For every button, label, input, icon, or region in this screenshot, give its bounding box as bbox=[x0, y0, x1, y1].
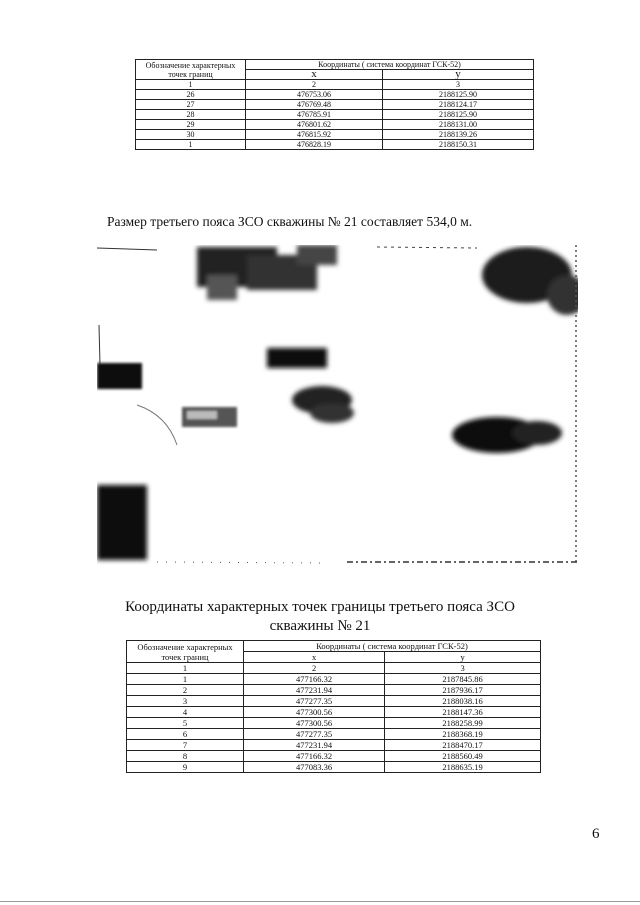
y-coord-cell: 2187936.17 bbox=[385, 685, 541, 696]
x-coord-cell: 476753.06 bbox=[246, 90, 383, 100]
y-coord-cell: 2188038.16 bbox=[385, 696, 541, 707]
tree-cluster-bottom-left bbox=[97, 485, 147, 560]
point-cell: 6 bbox=[127, 729, 244, 740]
designation-header: Обозначение характерных точек границ bbox=[136, 60, 246, 80]
building-left bbox=[97, 363, 142, 389]
y-coord-cell: 2188131.00 bbox=[382, 120, 533, 130]
axis-y-header: y bbox=[385, 652, 541, 663]
table-row bbox=[127, 696, 541, 707]
y-coord-cell: 2188635.19 bbox=[385, 762, 541, 773]
x-coord-cell: 477166.32 bbox=[244, 674, 385, 685]
coords-header: Координаты ( система координат ГСК-52) bbox=[244, 641, 541, 652]
table-row bbox=[127, 762, 541, 773]
table-row bbox=[136, 120, 534, 130]
point-cell: 4 bbox=[127, 707, 244, 718]
point-cell: 2 bbox=[127, 685, 244, 696]
axis-x-header: x bbox=[246, 70, 383, 80]
table-row bbox=[127, 751, 541, 762]
point-cell: 1 bbox=[127, 674, 244, 685]
axis-x-header: x bbox=[244, 652, 385, 663]
column-number-cell: 3 bbox=[385, 663, 541, 674]
point-cell: 5 bbox=[127, 718, 244, 729]
x-coord-cell: 476828.19 bbox=[246, 140, 383, 150]
column-number-cell: 2 bbox=[246, 80, 383, 90]
table-row bbox=[127, 729, 541, 740]
column-number-cell: 2 bbox=[244, 663, 385, 674]
x-coord-cell: 477231.94 bbox=[244, 685, 385, 696]
point-cell: 28 bbox=[136, 110, 246, 120]
table-row bbox=[136, 100, 534, 110]
satellite-map-image bbox=[97, 245, 578, 565]
column-number-row bbox=[136, 80, 534, 90]
bottom-table-heading: Координаты характерных точек границы третьего пояса ЗСО скважины № 21 bbox=[125, 599, 515, 634]
y-coord-cell: 2188258.99 bbox=[385, 718, 541, 729]
table-row bbox=[136, 130, 534, 140]
coordinates-table-bottom bbox=[126, 640, 541, 773]
coordinates-table-top-body bbox=[136, 80, 534, 150]
y-coord-cell: 2188147.36 bbox=[385, 707, 541, 718]
page-number: 6 bbox=[592, 826, 600, 842]
point-cell: 27 bbox=[136, 100, 246, 110]
zone-size-caption: Размер третьего пояса ЗСО скважины № 21 составляет 534,0 м. bbox=[107, 214, 473, 229]
point-cell: 9 bbox=[127, 762, 244, 773]
point-cell: 30 bbox=[136, 130, 246, 140]
point-cell: 1 bbox=[136, 140, 246, 150]
bottom-rule bbox=[0, 901, 640, 902]
x-coord-cell: 477277.35 bbox=[244, 729, 385, 740]
y-coord-cell: 2188560.49 bbox=[385, 751, 541, 762]
x-coord-cell: 477300.56 bbox=[244, 718, 385, 729]
table-row bbox=[127, 707, 541, 718]
y-coord-cell: 2188125.90 bbox=[382, 90, 533, 100]
x-coord-cell: 477083.36 bbox=[244, 762, 385, 773]
y-coord-cell: 2188139.26 bbox=[382, 130, 533, 140]
designation-header: Обозначение характерных точек границ bbox=[127, 641, 244, 663]
y-coord-cell: 2188125.90 bbox=[382, 110, 533, 120]
column-number-row bbox=[127, 663, 541, 674]
point-cell: 7 bbox=[127, 740, 244, 751]
y-coord-cell: 2188150.31 bbox=[382, 140, 533, 150]
house-small bbox=[182, 407, 237, 427]
table-row bbox=[127, 674, 541, 685]
x-coord-cell: 476815.92 bbox=[246, 130, 383, 140]
y-coord-cell: 2188470.17 bbox=[385, 740, 541, 751]
x-coord-cell: 477231.94 bbox=[244, 740, 385, 751]
x-coord-cell: 477277.35 bbox=[244, 696, 385, 707]
table-row bbox=[127, 685, 541, 696]
table-row bbox=[136, 110, 534, 120]
x-coord-cell: 476769.48 bbox=[246, 100, 383, 110]
x-coord-cell: 477166.32 bbox=[244, 751, 385, 762]
coordinates-table-bottom-body bbox=[127, 663, 541, 773]
column-number-cell: 3 bbox=[382, 80, 533, 90]
axis-y-header: y bbox=[382, 70, 533, 80]
point-cell: 3 bbox=[127, 696, 244, 707]
coordinates-table-top bbox=[135, 59, 534, 150]
y-coord-cell: 2188124.17 bbox=[382, 100, 533, 110]
point-cell: 29 bbox=[136, 120, 246, 130]
x-coord-cell: 476801.62 bbox=[246, 120, 383, 130]
column-number-cell: 1 bbox=[136, 80, 246, 90]
x-coord-cell: 477300.56 bbox=[244, 707, 385, 718]
table-row bbox=[136, 140, 534, 150]
table-row bbox=[127, 740, 541, 751]
y-coord-cell: 2188368.19 bbox=[385, 729, 541, 740]
table-row bbox=[136, 90, 534, 100]
coords-header: Координаты ( система координат ГСК-52) bbox=[246, 60, 534, 70]
point-cell: 26 bbox=[136, 90, 246, 100]
point-cell: 8 bbox=[127, 751, 244, 762]
y-coord-cell: 2187845.86 bbox=[385, 674, 541, 685]
x-coord-cell: 476785.91 bbox=[246, 110, 383, 120]
table-row bbox=[127, 718, 541, 729]
column-number-cell: 1 bbox=[127, 663, 244, 674]
